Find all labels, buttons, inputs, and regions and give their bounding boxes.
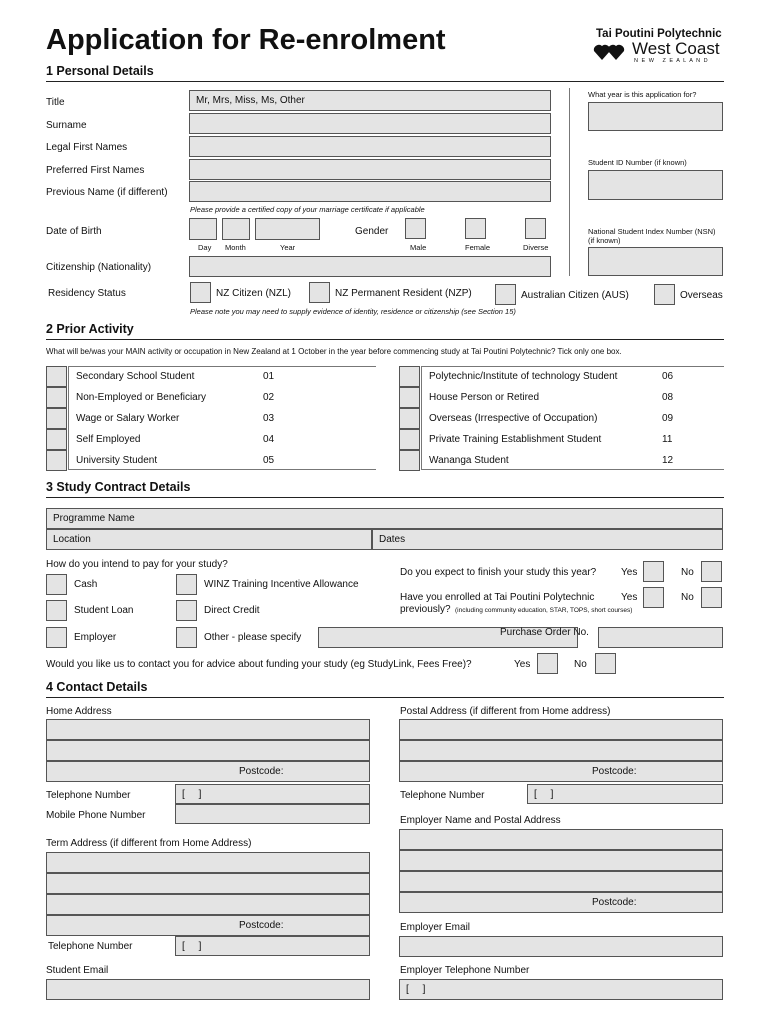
vertical-divider <box>569 88 570 276</box>
enrolled-question-line2: previously? <box>400 604 451 615</box>
brand-name: Tai Poutini Polytechnic <box>596 28 722 40</box>
mobile-label: Mobile Phone Number <box>46 810 146 821</box>
pay-other-checkbox[interactable] <box>176 627 197 648</box>
prior-activity-label: Private Training Establishment Student <box>429 434 602 445</box>
diverse-caption: Diverse <box>523 243 549 252</box>
employer-address-line-2[interactable] <box>399 850 723 871</box>
prior-activity-code: 03 <box>263 413 275 424</box>
prior-activity-label: Overseas (Irrespective of Occupation) <box>429 413 598 424</box>
residency-label: Residency Status <box>48 288 126 299</box>
finish-no-label: No <box>681 567 694 578</box>
home-address-line-1[interactable] <box>46 719 370 740</box>
finish-no-checkbox[interactable] <box>701 561 722 582</box>
prior-activity-label: Secondary School Student <box>76 371 195 382</box>
section-3-heading: 3 Study Contract Details <box>46 480 191 494</box>
employer-email-input[interactable] <box>399 936 723 957</box>
preferred-first-names-input[interactable] <box>189 159 551 180</box>
funding-no-label: No <box>574 659 587 670</box>
pay-direct-checkbox[interactable] <box>176 600 197 621</box>
prior-activity-checkbox[interactable] <box>399 429 420 450</box>
employer-phone-prefix: [ ] <box>406 984 426 995</box>
app-year-label: What year is this application for? <box>588 90 697 99</box>
programme-name-label: Programme Name <box>53 513 135 524</box>
section-2-heading: 2 Prior Activity <box>46 322 134 336</box>
residency-nzp-checkbox[interactable] <box>309 282 330 303</box>
title-field[interactable] <box>189 90 551 111</box>
employer-email-label: Employer Email <box>400 922 471 933</box>
divider <box>46 339 724 340</box>
home-phone-prefix: [ ] <box>182 789 202 800</box>
enrolled-note: (including community education, STAR, TOPS, short courses) <box>455 607 633 614</box>
surname-label: Surname <box>46 120 87 131</box>
prior-activity-checkbox[interactable] <box>46 366 67 387</box>
citizenship-input[interactable] <box>189 256 551 277</box>
employer-address-line-3[interactable] <box>399 871 723 892</box>
home-telephone-input[interactable] <box>175 784 370 804</box>
po-label: Purchase Order No. <box>500 627 589 638</box>
funding-no-checkbox[interactable] <box>595 653 616 674</box>
prior-activity-question: What will be/was your MAIN activity or occupation in New Zealand at 1 October in the year before commencing study at Tai Poutini Polytechnic? Tick only one box. <box>46 347 622 356</box>
preferred-first-names-label: Preferred First Names <box>46 165 145 176</box>
finish-yes-checkbox[interactable] <box>643 561 664 582</box>
home-postcode-field[interactable] <box>46 761 370 782</box>
gender-male-checkbox[interactable] <box>405 218 426 239</box>
postal-address-line-2[interactable] <box>399 740 723 761</box>
male-caption: Male <box>410 243 427 252</box>
term-address-line-3[interactable] <box>46 894 370 915</box>
overseas-label: Overseas <box>680 290 723 301</box>
prior-activity-label: Polytechnic/Institute of technology Student <box>429 371 618 382</box>
prior-activity-label: Non-Employed or Beneficiary <box>76 392 207 403</box>
brand-region: West Coast <box>632 39 720 58</box>
previous-name-input[interactable] <box>189 181 551 202</box>
term-postcode-label: Postcode: <box>239 920 284 931</box>
direct-label: Direct Credit <box>204 605 260 616</box>
prior-activity-checkbox[interactable] <box>46 429 67 450</box>
programme-name-field[interactable] <box>46 508 723 529</box>
prior-activity-code: 12 <box>662 455 674 466</box>
dob-year-input[interactable] <box>255 218 320 240</box>
prior-activity-code: 06 <box>662 371 674 382</box>
nzl-label: NZ Citizen (NZL) <box>216 288 292 299</box>
pay-winz-checkbox[interactable] <box>176 574 197 595</box>
enrolled-no-checkbox[interactable] <box>701 587 722 608</box>
dob-day-input[interactable] <box>189 218 217 240</box>
pay-loan-checkbox[interactable] <box>46 600 67 621</box>
term-telephone-label: Telephone Number <box>48 941 133 952</box>
term-address-line-2[interactable] <box>46 873 370 894</box>
employer-address-label: Employer Name and Postal Address <box>400 815 561 826</box>
evidence-note: Please note you may need to supply evidence of identity, residence or citizenship (see Section 15) <box>190 307 516 316</box>
previous-name-label: Previous Name (if different) <box>46 187 168 198</box>
dob-month-input[interactable] <box>222 218 250 240</box>
student-email-label: Student Email <box>46 965 109 976</box>
prior-activity-code: 01 <box>263 371 275 382</box>
aus-label: Australian Citizen (AUS) <box>521 290 629 301</box>
postal-postcode-field[interactable] <box>399 761 723 782</box>
pay-question: How do you intend to pay for your study? <box>46 559 228 570</box>
loan-label: Student Loan <box>74 605 134 616</box>
nsn-label: National Student Index Number (NSN) (if known) <box>588 227 716 245</box>
legal-first-names-input[interactable] <box>189 136 551 157</box>
prior-activity-label: House Person or Retired <box>429 392 540 403</box>
prior-activity-label: Wage or Salary Worker <box>76 413 180 424</box>
postal-address-line-1[interactable] <box>399 719 723 740</box>
prior-activity-checkbox[interactable] <box>46 408 67 429</box>
dates-field[interactable] <box>372 529 723 550</box>
employer-label: Employer <box>74 632 117 643</box>
dob-label: Date of Birth <box>46 226 102 237</box>
postal-phone-prefix: [ ] <box>534 789 554 800</box>
postal-address-label: Postal Address (if different from Home address) <box>400 706 611 717</box>
brand-country: N E W Z E A L A N D <box>634 58 709 64</box>
enrolled-no-label: No <box>681 592 694 603</box>
nzp-label: NZ Permanent Resident (NZP) <box>335 288 472 299</box>
postal-postcode-label: Postcode: <box>592 766 637 777</box>
funding-question: Would you like us to contact you for advice about funding your study (eg StudyLink, Fees Free)? <box>46 659 472 670</box>
pay-cash-checkbox[interactable] <box>46 574 67 595</box>
hearts-logo-icon <box>592 42 632 62</box>
day-caption: Day <box>198 243 212 252</box>
divider <box>46 81 724 82</box>
dates-label: Dates <box>379 534 406 545</box>
divider <box>46 497 724 498</box>
prior-activity-label: Self Employed <box>76 434 141 445</box>
prior-activity-label: University Student <box>76 455 158 466</box>
prior-activity-checkbox[interactable] <box>399 366 420 387</box>
term-telephone-input[interactable] <box>175 936 370 956</box>
year-caption: Year <box>280 243 296 252</box>
divider <box>46 697 724 698</box>
home-address-label: Home Address <box>46 706 112 717</box>
employer-address-line-1[interactable] <box>399 829 723 850</box>
prior-activity-checkbox[interactable] <box>46 450 67 471</box>
prior-activity-code: 09 <box>662 413 674 424</box>
term-postcode-field[interactable] <box>46 915 370 936</box>
residency-aus-checkbox[interactable] <box>495 284 516 305</box>
surname-input[interactable] <box>189 113 551 134</box>
location-label: Location <box>53 534 91 545</box>
student-id-input[interactable] <box>588 170 723 200</box>
section-1-heading: 1 Personal Details <box>46 64 154 78</box>
prior-activity-code: 08 <box>662 392 674 403</box>
prior-activity-checkbox[interactable] <box>399 387 420 408</box>
prior-activity-checkbox[interactable] <box>46 387 67 408</box>
app-year-input[interactable] <box>588 102 723 131</box>
marriage-note: Please provide a certified copy of your marriage certificate if applicable <box>190 205 425 214</box>
prior-activity-code: 04 <box>263 434 275 445</box>
prior-activity-code: 11 <box>662 434 673 445</box>
funding-yes-checkbox[interactable] <box>537 653 558 674</box>
term-address-label: Term Address (if different from Home Address) <box>46 838 252 849</box>
student-email-input[interactable] <box>46 979 370 1000</box>
home-postcode-label: Postcode: <box>239 766 284 777</box>
section-4-heading: 4 Contact Details <box>46 680 148 694</box>
month-caption: Month <box>225 243 246 252</box>
prior-activity-code: 05 <box>263 455 275 466</box>
postal-telephone-input[interactable] <box>527 784 723 804</box>
home-telephone-label: Telephone Number <box>46 790 131 801</box>
gender-diverse-checkbox[interactable] <box>525 218 546 239</box>
residency-overseas-checkbox[interactable] <box>654 284 675 305</box>
postal-telephone-label: Telephone Number <box>400 790 485 801</box>
page-title: Application for Re-enrolment <box>46 24 446 56</box>
employer-telephone-label: Employer Telephone Number <box>400 965 530 976</box>
residency-nzl-checkbox[interactable] <box>190 282 211 303</box>
legal-first-names-label: Legal First Names <box>46 142 128 153</box>
winz-label: WINZ Training Incentive Allowance <box>204 579 359 590</box>
enrolled-yes-label: Yes <box>621 592 638 603</box>
finish-question: Do you expect to finish your study this year? <box>400 567 597 578</box>
female-caption: Female <box>465 243 491 252</box>
term-address-line-1[interactable] <box>46 852 370 873</box>
location-field[interactable] <box>46 529 372 550</box>
employer-telephone-input[interactable] <box>399 979 723 1000</box>
title-options: Mr, Mrs, Miss, Ms, Other <box>196 95 305 106</box>
home-address-line-2[interactable] <box>46 740 370 761</box>
term-phone-prefix: [ ] <box>182 941 202 952</box>
prior-activity-label: Wananga Student <box>429 455 509 466</box>
employer-postcode-field[interactable] <box>399 892 723 913</box>
gender-female-checkbox[interactable] <box>465 218 486 239</box>
nsn-input[interactable] <box>588 247 723 276</box>
enrolled-question-line1: Have you enrolled at Tai Poutini Polytechnic <box>400 592 595 603</box>
employer-postcode-label: Postcode: <box>592 897 637 908</box>
other-label: Other - please specify <box>204 632 302 643</box>
brand-logo <box>590 28 730 66</box>
prior-right-column <box>399 366 724 470</box>
finish-yes-label: Yes <box>621 567 638 578</box>
cash-label: Cash <box>74 579 98 590</box>
citizenship-label: Citizenship (Nationality) <box>46 262 152 273</box>
po-input[interactable] <box>598 627 723 648</box>
enrolled-yes-checkbox[interactable] <box>643 587 664 608</box>
prior-activity-checkbox[interactable] <box>399 408 420 429</box>
prior-activity-code: 02 <box>263 392 275 403</box>
gender-label: Gender <box>355 226 389 237</box>
mobile-input[interactable] <box>175 804 370 824</box>
title-label: Title <box>46 97 65 108</box>
prior-left-column <box>46 366 376 470</box>
prior-activity-checkbox[interactable] <box>399 450 420 471</box>
pay-employer-checkbox[interactable] <box>46 627 67 648</box>
funding-yes-label: Yes <box>514 659 531 670</box>
student-id-label: Student ID Number (if known) <box>588 158 687 167</box>
